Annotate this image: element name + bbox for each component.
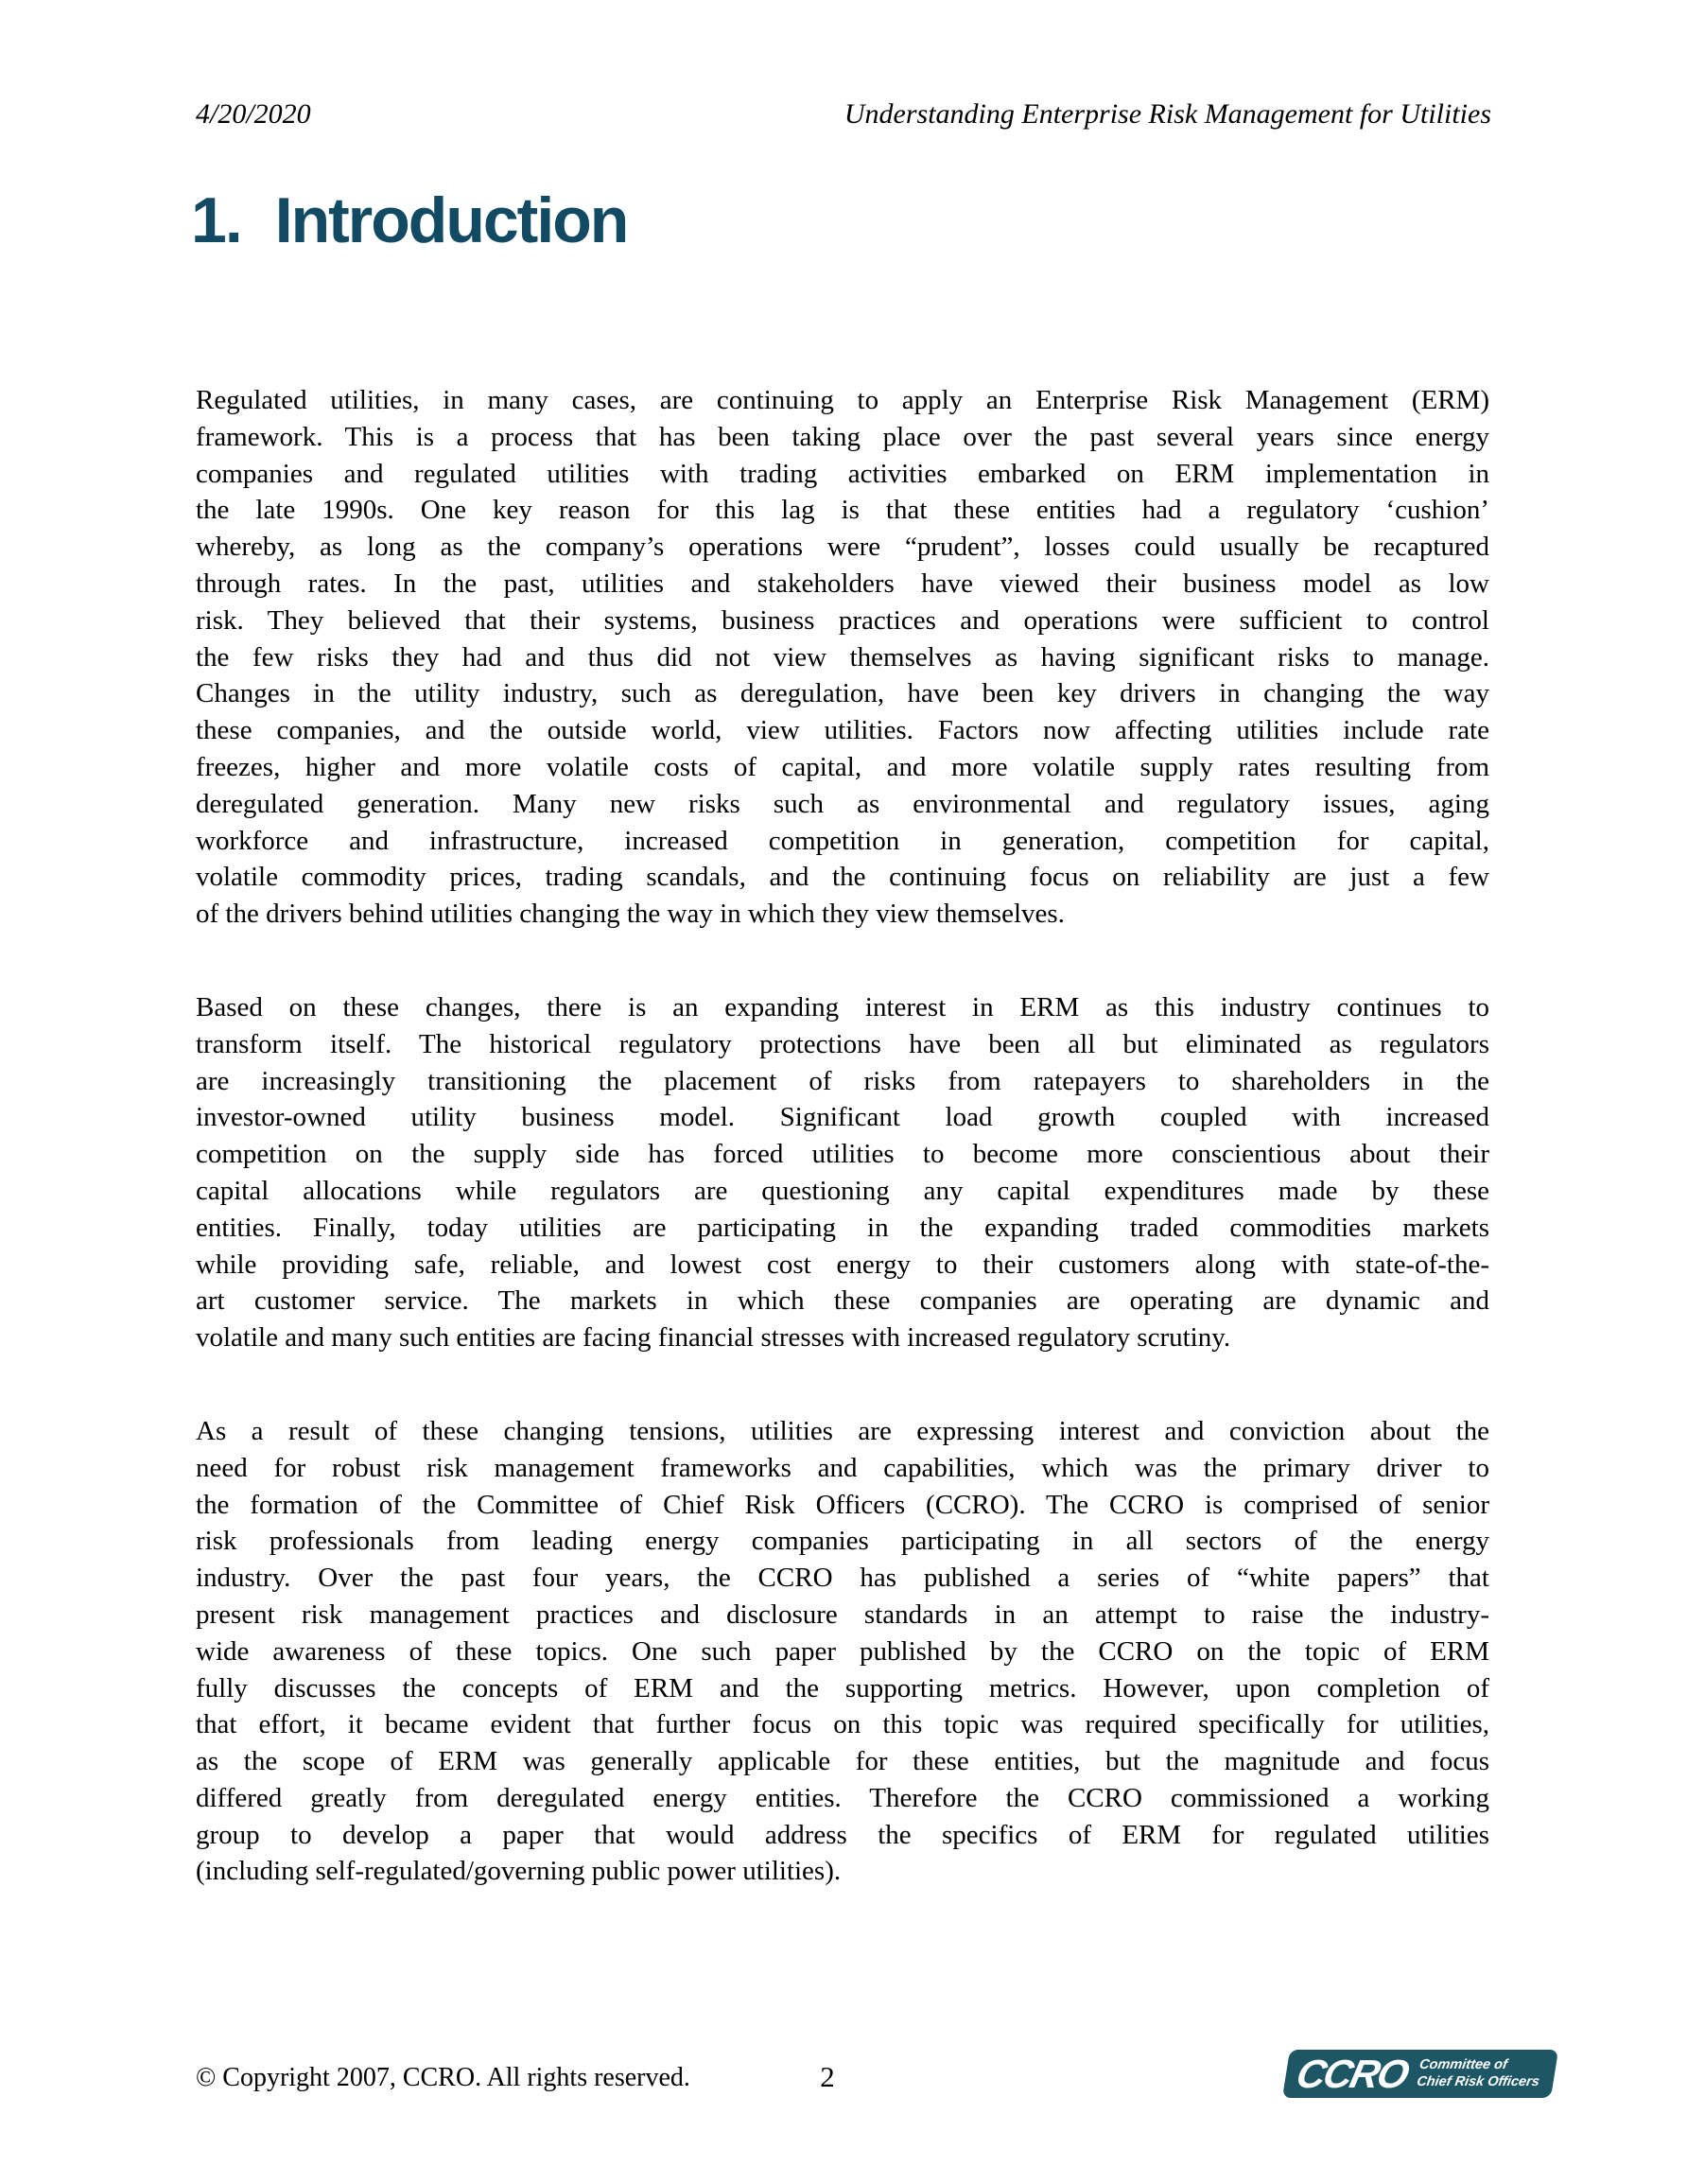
paragraph [196, 382, 1489, 933]
text-line: (including self-regulated/governing public power utilities). [196, 1856, 842, 1887]
page-number: 2 [820, 2060, 835, 2093]
text-line: deregulated generation. Many new risks such as environmental and regulatory issues, aging [196, 788, 1489, 819]
text-line: need for robust risk management frameworks and capabilities, which was the primary driver to [196, 1452, 1489, 1483]
text-line: freezes, higher and more volatile costs of capital, and more volatile supply rates resulting from [196, 751, 1489, 782]
ccro-logo-tagline-line2: Chief Risk Officers [1416, 2073, 1541, 2089]
text-line: Regulated utilities, in many cases, are continuing to apply an Enterprise Risk Management (ERM) [196, 385, 1489, 415]
ccro-logo-tagline [1416, 2057, 1543, 2089]
ccro-logo-acronym: CCRO [1292, 2051, 1413, 2096]
text-line: capital allocations while regulators are questioning any capital expenditures made by these [196, 1175, 1489, 1206]
header-date: 4/20/2020 [196, 98, 311, 130]
text-line: are increasingly transitioning the placement of risks from ratepayers to shareholders in the [196, 1065, 1489, 1096]
text-line: these companies, and the outside world, view utilities. Factors now affecting utilities include rate [196, 715, 1489, 746]
text-line: Changes in the utility industry, such as deregulation, have been key drivers in changing the way [196, 678, 1489, 709]
text-line: volatile and many such entities are facing financial stresses with increased regulatory scrutiny. [196, 1322, 1231, 1354]
header-running-title: Understanding Enterprise Risk Management for Utilities [844, 98, 1491, 130]
section-title: Introduction [274, 184, 628, 256]
text-line: the formation of the Committee of Chief Risk Officers (CCRO). The CCRO is comprised of senior [196, 1489, 1489, 1520]
text-line: through rates. In the past, utilities and stakeholders have viewed their business model as low [196, 568, 1489, 599]
text-line: art customer service. The markets in which these companies are operating are dynamic and [196, 1285, 1489, 1317]
text-line: that effort, it became evident that further focus on this topic was required specifically for utilities, [196, 1709, 1489, 1740]
text-line: of the drivers behind utilities changing the way in which they view themselves. [196, 899, 1065, 930]
text-line: group to develop a paper that would address the specifics of ERM for regulated utilities [196, 1819, 1489, 1850]
text-line: present risk management practices and disclosure standards in an attempt to raise the industry- [196, 1599, 1489, 1630]
text-line: framework. This is a process that has been taking place over the past several years since energy [196, 421, 1489, 452]
text-line: whereby, as long as the company’s operations were “prudent”, losses could usually be recaptured [196, 532, 1489, 563]
text-line: volatile commodity prices, trading scandals, and the continuing focus on reliability are just a few [196, 862, 1489, 893]
section-heading [191, 185, 627, 255]
text-line: fully discusses the concepts of ERM and the supporting metrics. However, upon completion of [196, 1672, 1489, 1704]
text-line: risk. They believed that their systems, business practices and operations were sufficient to control [196, 604, 1489, 636]
ccro-logo [1282, 2050, 1558, 2098]
footer-copyright: © Copyright 2007, CCRO. All rights reserved. [196, 2063, 690, 2092]
paragraph [196, 989, 1489, 1356]
text-line: as the scope of ERM was generally applicable for these entities, but the magnitude and focus [196, 1746, 1489, 1777]
text-line: investor-owned utility business model. Significant load growth coupled with increased [196, 1102, 1489, 1133]
text-line: transform itself. The historical regulatory protections have been all but eliminated as regulators [196, 1028, 1489, 1059]
body-text [196, 382, 1489, 1947]
text-line: risk professionals from leading energy companies participating in all sectors of the energy [196, 1526, 1489, 1557]
text-line: industry. Over the past four years, the CCRO has published a series of “white papers” that [196, 1563, 1489, 1594]
text-line: the late 1990s. One key reason for this lag is that these entities had a regulatory ‘cushion’ [196, 495, 1489, 526]
text-line: entities. Finally, today utilities are participating in the expanding traded commodities markets [196, 1212, 1489, 1243]
section-number: 1. [191, 184, 241, 256]
text-line: companies and regulated utilities with trading activities embarked on ERM implementation in [196, 458, 1489, 489]
page-header [196, 98, 1491, 131]
text-line: Based on these changes, there is an expanding interest in ERM as this industry continues to [196, 991, 1489, 1022]
ccro-logo-tagline-line1: Committee of [1417, 2057, 1509, 2073]
text-line: As a result of these changing tensions, utilities are expressing interest and conviction about the [196, 1415, 1489, 1446]
text-line: while providing safe, reliable, and lowest cost energy to their customers along with state-of-the- [196, 1249, 1489, 1280]
paragraph [196, 1413, 1489, 1890]
text-line: competition on the supply side has forced utilities to become more conscientious about their [196, 1139, 1489, 1170]
text-line: differed greatly from deregulated energy entities. Therefore the CCRO commissioned a working [196, 1782, 1489, 1813]
text-line: the few risks they had and thus did not view themselves as having significant risks to manage. [196, 641, 1489, 673]
text-line: workforce and infrastructure, increased competition in generation, competition for capital, [196, 825, 1489, 856]
text-line: wide awareness of these topics. One such paper published by the CCRO on the topic of ERM [196, 1635, 1489, 1667]
